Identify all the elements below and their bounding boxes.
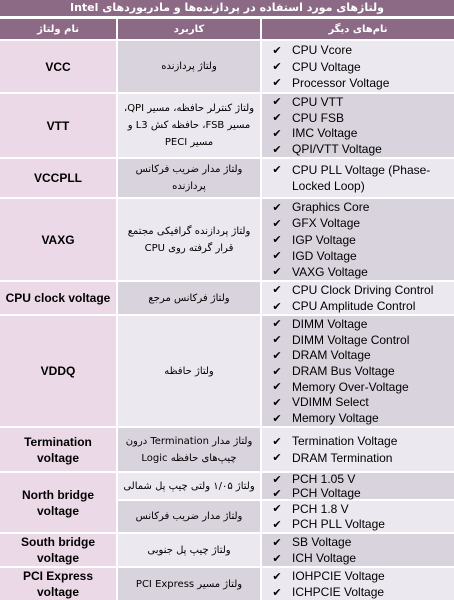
other-name-item: [262, 517, 454, 533]
other-name-item: [262, 501, 454, 517]
check-icon: ✔: [272, 300, 282, 313]
check-icon: ✔: [272, 518, 282, 531]
other-name-text: DIMM Voltage Control: [292, 332, 410, 347]
check-icon: ✔: [272, 412, 282, 425]
other-name-item: [262, 433, 454, 449]
check-icon: ✔: [272, 318, 282, 331]
other-name-item: [262, 94, 454, 110]
other-name-text: QPI/VTT Voltage: [292, 142, 382, 157]
other-name-text: Memory Over-Voltage: [292, 379, 409, 394]
other-name-item: [262, 141, 454, 157]
other-name-text: ICHPCIE Voltage: [292, 585, 385, 599]
voltage-name-cell: VCCPLL: [0, 159, 116, 197]
check-icon: ✔: [272, 61, 282, 73]
check-icon: ✔: [272, 570, 282, 583]
check-icon: ✔: [272, 473, 282, 486]
other-name-text: DRAM Termination: [292, 450, 393, 465]
other-name-item: [262, 332, 454, 348]
other-names-cell: [262, 41, 454, 92]
check-icon: ✔: [272, 284, 282, 296]
other-name-item: [262, 162, 454, 194]
other-name-item: [262, 110, 454, 126]
other-name-item: [262, 248, 454, 264]
other-name-text: VAXG Voltage: [292, 264, 368, 279]
other-name-item: [262, 215, 454, 231]
check-icon: ✔: [272, 127, 282, 140]
other-name-text: SB Voltage: [292, 535, 352, 549]
other-name-text: DIMM Voltage: [292, 316, 368, 331]
check-icon: ✔: [272, 266, 282, 279]
other-name-text: Memory Voltage: [292, 411, 379, 426]
other-name-text: GFX Voltage: [292, 216, 361, 231]
check-icon: ✔: [272, 217, 282, 230]
other-names-cell: [262, 316, 454, 426]
check-icon: ✔: [272, 96, 282, 109]
other-names-cell: [262, 534, 454, 566]
voltage-name-cell: North bridge voltage: [0, 473, 116, 532]
other-name-item: [262, 534, 454, 550]
other-name-item: [262, 231, 454, 247]
other-name-item: [262, 199, 454, 215]
usage-cell: ولتاژ فرکانس مرجع: [118, 282, 260, 314]
voltage-name-cell: CPU clock voltage: [0, 282, 116, 314]
header-voltage-name: نام ولتاژ: [0, 19, 116, 39]
check-icon: ✔: [272, 552, 282, 565]
voltage-name-cell: South bridge voltage: [0, 534, 116, 566]
check-icon: ✔: [272, 435, 282, 448]
other-name-item: [262, 282, 454, 298]
check-icon: ✔: [272, 365, 282, 378]
other-name-text: CPU Clock Driving Control: [292, 283, 434, 297]
usage-cell: ولتاژ مدار ضریب فرکانس: [118, 501, 260, 532]
voltage-name-cell: VTT: [0, 94, 116, 157]
other-name-item: [262, 363, 454, 379]
other-names-cell: [262, 282, 454, 314]
check-icon: ✔: [272, 536, 282, 549]
other-name-text: CPU FSB: [292, 110, 345, 125]
other-name-text: PCH PLL Voltage: [292, 517, 385, 532]
other-names-cell: [262, 199, 454, 280]
voltage-name-cell: Termination voltage: [0, 428, 116, 471]
check-icon: ✔: [272, 234, 282, 246]
other-name-text: IGP Voltage: [292, 232, 356, 247]
voltage-name-cell: VCC: [0, 41, 116, 92]
other-name-text: CPU Amplitude Control: [292, 299, 416, 313]
check-icon: ✔: [272, 164, 282, 176]
other-name-item: [262, 486, 454, 500]
other-name-item: [262, 316, 454, 332]
other-name-text: PCH Voltage: [292, 486, 361, 500]
check-icon: ✔: [272, 112, 282, 125]
check-icon: ✔: [272, 44, 282, 57]
check-icon: ✔: [272, 381, 282, 394]
other-name-item: [262, 264, 454, 280]
other-name-item: [262, 472, 454, 486]
other-name-item: [262, 126, 454, 142]
other-name-item: [262, 395, 454, 411]
other-names-cell: [262, 428, 454, 471]
usage-cell: ولتاژ پردازنده: [118, 41, 260, 92]
check-icon: ✔: [272, 77, 282, 90]
other-name-item: [262, 298, 454, 314]
other-name-text: IMC Voltage: [292, 126, 358, 141]
check-icon: ✔: [272, 201, 282, 214]
usage-cell: ولتاژ مسیر PCI Express: [118, 568, 260, 600]
other-name-text: IOHPCIE Voltage: [292, 569, 385, 583]
voltage-name-cell: PCI Express voltage: [0, 568, 116, 600]
other-name-text: CPU Voltage: [292, 59, 361, 74]
header-usage: کاربرد: [118, 19, 260, 39]
other-names-cell: [262, 568, 454, 600]
usage-cell: ولتاژ مدار Termination درون چیپ‌های حافظه Logic: [118, 428, 260, 471]
usage-cell: ولتاژ ۱/۰۵ ولتی چیپ پل شمالی: [118, 473, 260, 499]
other-name-text: DRAM Bus Voltage: [292, 364, 395, 378]
other-name-item: [262, 75, 454, 91]
other-name-text: IGD Voltage: [292, 248, 357, 263]
table-title: ولتاژهای مورد استفاده در پردازنده‌ها و مادربوردهای Intel: [0, 0, 454, 16]
voltage-name-cell: VDDQ: [0, 316, 116, 426]
usage-cell: ولتاژ چیپ پل جنوبی: [118, 534, 260, 566]
other-names-cell: [262, 501, 454, 532]
other-name-text: CPU Vcore: [292, 43, 353, 58]
other-name-item: [262, 410, 454, 426]
other-name-text: CPU PLL Voltage (Phase-Locked Loop): [292, 163, 431, 193]
other-name-text: Graphics Core: [292, 200, 370, 215]
header-other-names: نام‌های دیگر: [262, 19, 454, 39]
other-name-item: [262, 568, 454, 584]
other-name-item: [262, 379, 454, 395]
other-name-item: [262, 584, 454, 600]
other-name-text: Processor Voltage: [292, 75, 390, 90]
check-icon: ✔: [272, 250, 282, 263]
other-name-item: [262, 347, 454, 363]
other-name-text: PCH 1.8 V: [292, 501, 349, 516]
check-icon: ✔: [272, 334, 282, 347]
other-name-item: [262, 42, 454, 58]
other-names-cell: [262, 159, 454, 197]
other-names-cell: [262, 473, 454, 499]
check-icon: ✔: [272, 487, 282, 500]
usage-cell: ولتاژ کنترلر حافظه، مسیر QPI، مسیر FSB، حافظه کش L3 و مسیر PECI: [118, 94, 260, 157]
usage-cell: ولتاژ پردازنده گرافیکی مجتمع قرار گرفته روی CPU: [118, 199, 260, 280]
check-icon: ✔: [272, 586, 282, 599]
other-name-text: CPU VTT: [292, 94, 344, 109]
check-icon: ✔: [272, 396, 282, 409]
check-icon: ✔: [272, 452, 282, 465]
check-icon: ✔: [272, 349, 282, 362]
check-icon: ✔: [272, 143, 282, 156]
other-name-text: ICH Voltage: [292, 551, 357, 565]
other-name-item: [262, 58, 454, 74]
other-name-text: Termination Voltage: [292, 434, 398, 449]
check-icon: ✔: [272, 503, 282, 516]
usage-cell: ولتاژ مدار ضریب فرکانس پردازنده: [118, 159, 260, 197]
voltage-name-cell: VAXG: [0, 199, 116, 280]
other-name-text: DRAM Voltage: [292, 348, 371, 363]
other-name-item: [262, 450, 454, 466]
other-name-item: [262, 550, 454, 566]
other-names-cell: [262, 94, 454, 157]
other-name-text: VDIMM Select: [292, 395, 369, 410]
usage-cell: ولتاژ حافظه: [118, 316, 260, 426]
other-name-text: PCH 1.05 V: [292, 472, 356, 486]
